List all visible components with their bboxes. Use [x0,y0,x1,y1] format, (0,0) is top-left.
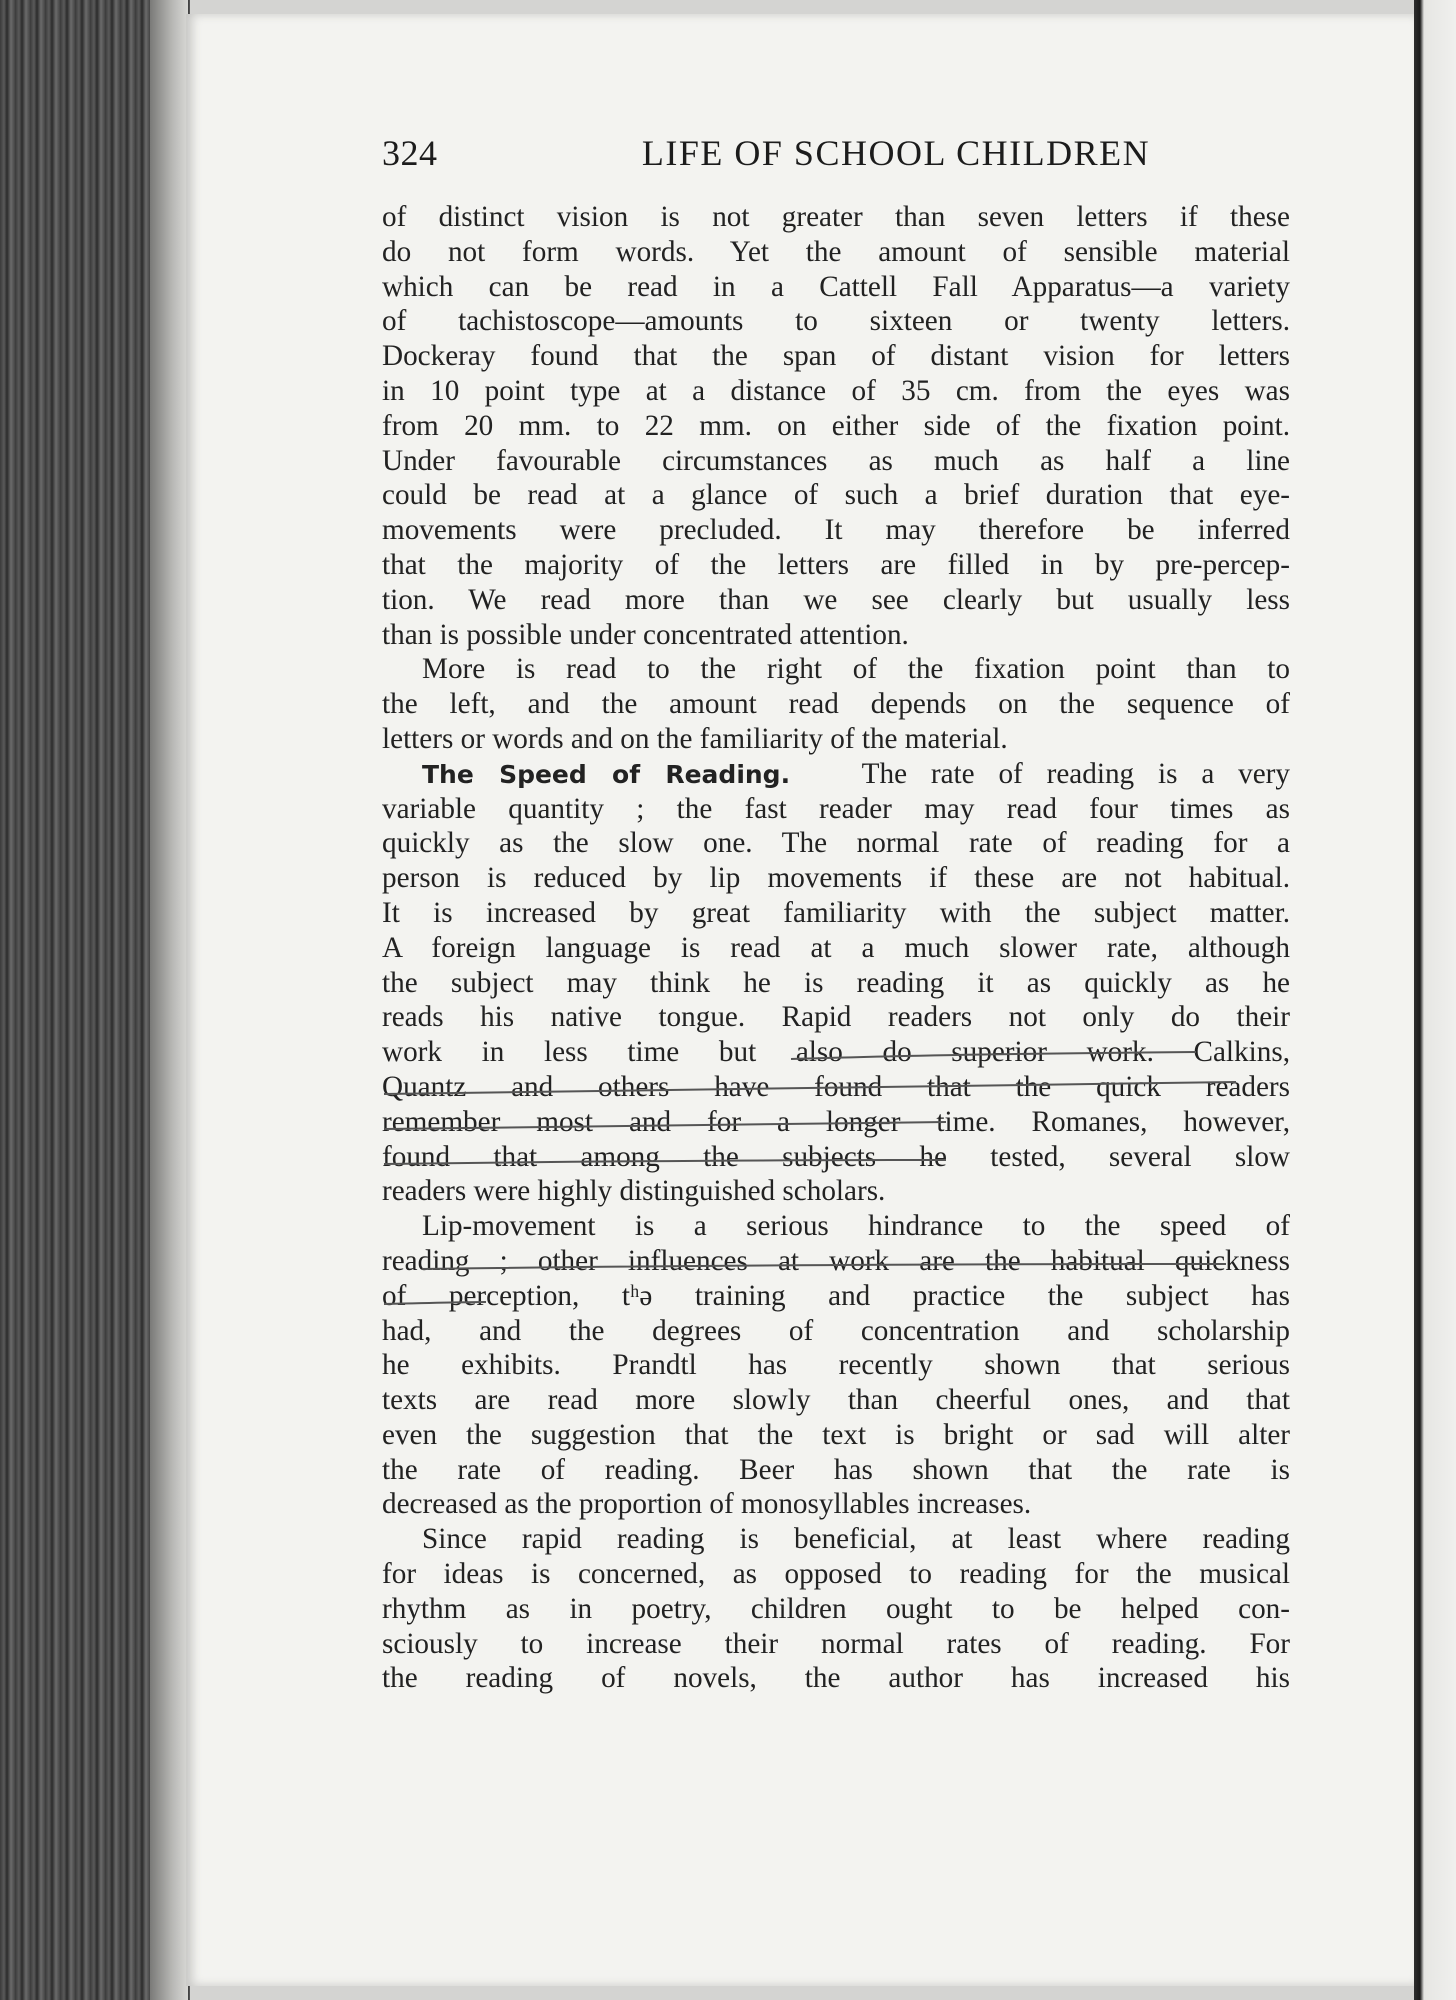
text-line: sciously to increase their normal rates of reading. For [382,1627,1290,1660]
text-line: do not form words. Yet the amount of sensible material [382,235,1290,268]
text-line: More is read to the right of the fixation point than to [422,653,1290,686]
text-line: in 10 point type at a distance of 35 cm. from the eyes was [382,374,1290,407]
text-line: Dockeray found that the span of distant vision for letters [382,340,1290,373]
text-line: reading ; other influences at work are the habitual quickness [382,1244,1290,1277]
text-line: he exhibits. Prandtl has recently shown that serious [382,1349,1290,1382]
text-line-underlined: work in less time but also do superior work. Calkins, [382,1036,1290,1069]
text-line: decreased as the proportion of monosyllables increases. [382,1488,1032,1521]
text-line: could be read at a glance of such a brief duration that eye- [382,479,1290,512]
page-header [382,132,1290,184]
next-page-edge [1414,0,1456,2000]
text-line: tion. We read more than we see clearly but usually less [382,583,1290,616]
text-line-underlined: Quantz and others have found that the quick readers [382,1070,1290,1103]
running-title: LIFE OF SCHOOL CHILDREN [641,133,1151,173]
text-line: Under favourable circumstances as much as half a line [382,444,1290,477]
text-line: the rate of reading. Beer has shown that the rate is [382,1453,1290,1486]
text-line: letters or words and on the familiarity of the material. [382,722,1008,755]
text-line: Since rapid reading is beneficial, at least where reading [422,1523,1290,1556]
text-line: the reading of novels, the author has increased his [382,1662,1290,1695]
text-line: than is possible under concentrated attention. [382,618,909,651]
text-line: for ideas is concerned, as opposed to reading for the musical [382,1558,1290,1591]
text-line: that the majority of the letters are filled in by pre-percep- [382,548,1290,581]
text-line: quickly as the slow one. The normal rate of reading for a [382,827,1290,860]
text-line: readers were highly distinguished scholars. [382,1175,886,1208]
page-gutter-shadow [150,0,188,2000]
text-line: rhythm as in poetry, children ought to be helped con- [382,1592,1290,1625]
text-line: of perception, tʰə training and practice the subject has [382,1279,1290,1312]
text-line: of tachistoscope—amounts to sixteen or twenty letters. [382,305,1290,338]
text-line: variable quantity ; the fast reader may read four times as [382,792,1290,825]
text-line: reads his native tongue. Rapid readers not only do their [382,1001,1290,1034]
text-line: the left, and the amount read depends on the sequence of [382,688,1290,721]
text-line: The rate of reading is a very [861,757,1290,790]
text-line: texts are read more slowly than cheerful ones, and that [382,1384,1290,1417]
text-line: movements were precluded. It may therefore be inferred [382,514,1290,547]
text-line: of distinct vision is not greater than seven letters if these [382,201,1290,233]
text-line: from 20 mm. to 22 mm. on either side of the fixation point. [382,409,1290,442]
sidehead-line [382,757,1290,792]
page-number: 324 [382,133,438,173]
text-line-underlined: Lip-movement is a serious hindrance to the speed of [422,1210,1290,1243]
text-line: the subject may think he is reading it as quickly as he [382,966,1290,999]
text-line: A foreign language is read at a much slower rate, although [382,931,1290,964]
book-page [186,14,1414,1986]
text-line-underlined: remember most and for a longer time. Romanes, however, [382,1105,1290,1138]
text-line: found that among the subjects he tested, several slow [382,1140,1290,1173]
text-line: which can be read in a Cattell Fall Apparatus—a variety [382,270,1290,303]
text-line: It is increased by great familiarity with the subject matter. [382,896,1290,929]
text-line: person is reduced by lip movements if these are not habitual. [382,862,1290,895]
text-line: even the suggestion that the text is bright or sad will alter [382,1418,1290,1451]
page-body-text [382,200,1290,1696]
section-sidehead: The Speed of Reading. [422,759,791,789]
text-line: had, and the degrees of concentration and scholarship [382,1314,1290,1347]
